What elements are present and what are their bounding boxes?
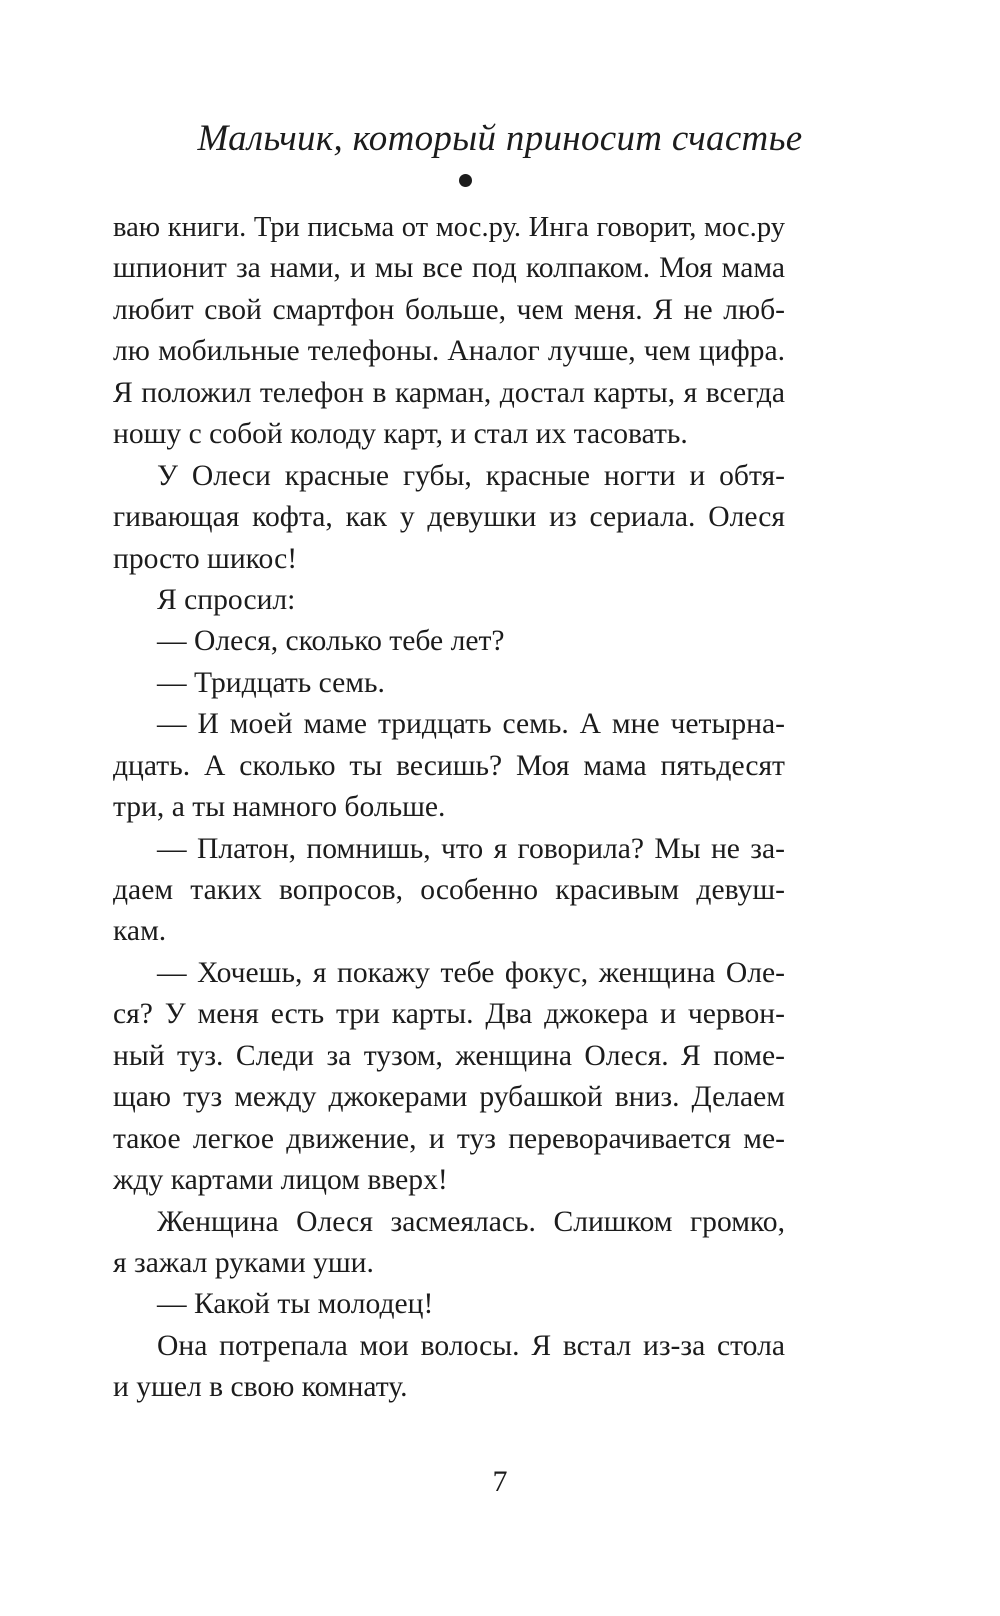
running-head: Мальчик, который приносит счастье <box>197 118 803 159</box>
text-line: кам. <box>113 915 167 948</box>
text-line: такое легкое движение, и туз переворачивается ме- <box>113 1122 785 1155</box>
text-line: ваю книги. Три письма от мос.ру. Инга говорит, мос.ру <box>113 212 785 243</box>
text-line: — Тридцать семь. <box>157 666 385 699</box>
text-line: — И моей маме тридцать семь. А мне четырна- <box>157 708 785 741</box>
text-line: ношу с собой колоду карт, и стал их тасовать. <box>113 418 688 451</box>
text-line: гивающая кофта, как у девушки из сериала. Олеся <box>113 501 785 534</box>
text-line: даем таких вопросов, особенно красивым девуш- <box>113 874 785 906</box>
text-line: три, а ты намного больше. <box>113 791 446 824</box>
text-line: просто шикос! <box>113 542 298 575</box>
text-line: ся? У меня есть три карты. Два джокера и червон- <box>113 998 785 1031</box>
text-line: Она потрепала мои волосы. Я встал из-за стола <box>157 1329 785 1362</box>
text-line: У Олеси красные губы, красные ногти и обтя- <box>157 459 785 492</box>
text-line: я зажал руками уши. <box>113 1246 374 1279</box>
text-line: — Какой ты молодец! <box>157 1288 434 1321</box>
text-line: любит свой смартфон больше, чем меня. Я не люб- <box>113 293 785 326</box>
text-line: лю мобильные телефоны. Аналог лучше, чем цифра. <box>113 335 785 368</box>
text-line: и ушел в свою комнату. <box>113 1371 408 1404</box>
text-line: — Хочешь, я покажу тебе фокус, женщина Оле- <box>157 956 785 989</box>
text-line: Женщина Олеся засмеялась. Слишком громко, <box>157 1205 785 1238</box>
text-line: — Платон, помнишь, что я говорила? Мы не за- <box>157 832 785 865</box>
page-body-text <box>113 207 785 1409</box>
text-line: шпионит за нами, и мы все под колпаком. Моя мама <box>113 252 785 285</box>
text-line: Я спросил: <box>157 583 296 616</box>
text-line: жду картами лицом вверх! <box>113 1164 448 1197</box>
page-number: 7 <box>492 1465 508 1498</box>
text-line: дцать. А сколько ты весишь? Моя мама пятьдесят <box>113 749 785 782</box>
text-line: Я положил телефон в карман, достал карты, я всегда <box>113 376 785 409</box>
text-line: — Олеся, сколько тебе лет? <box>157 625 505 658</box>
head-bullet-ornament <box>459 174 472 187</box>
text-line: щаю туз между джокерами рубашкой вниз. Делаем <box>113 1081 785 1114</box>
text-line: ный туз. Следи за тузом, женщина Олеся. Я поме- <box>113 1039 785 1072</box>
